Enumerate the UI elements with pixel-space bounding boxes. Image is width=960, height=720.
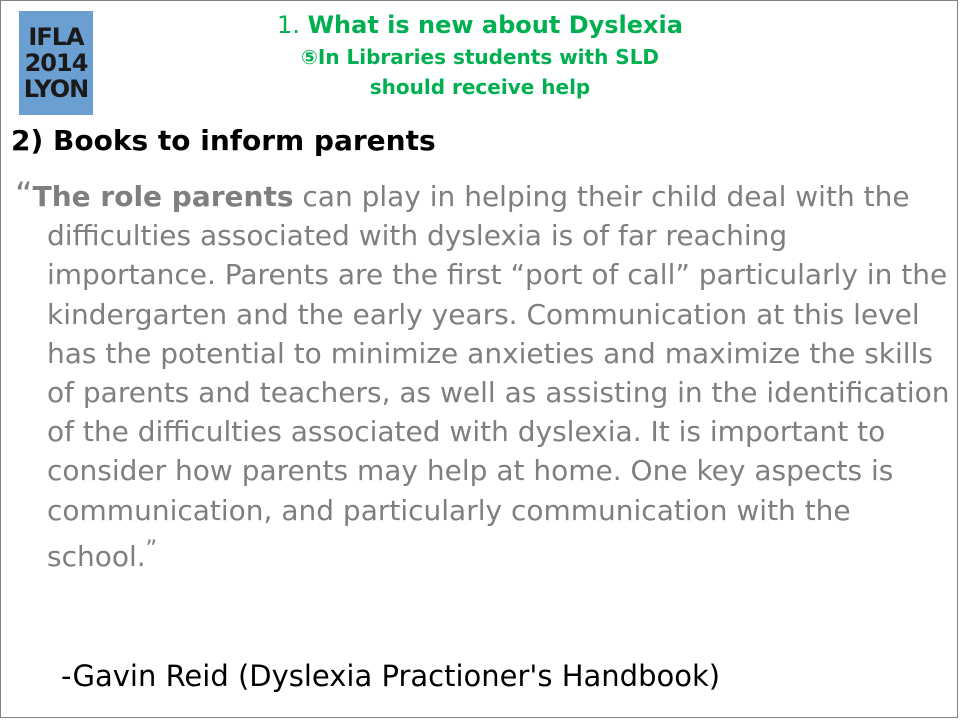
title-line-3: should receive help [369,75,591,99]
title-line-1 [180,8,780,42]
ifla-2014-lyon-logo [19,11,93,115]
logo-line-1: IFLA [28,23,84,51]
quote-body: can play in helping their child deal with the difficulties associated with dyslexia is of far reaching importance. Parents are the first “port of call” particularly in the kindergarten and the early years. Communication at this level has the potential to minimize anxieties and maximize the skills of parents and teachers, as well as assisting in the identification of the difficulties associated with dyslexia. It is important to consider how parents may help at home. One key aspects is communication, and particularly communication with the school. [47,180,950,573]
quote-block [15,176,950,576]
title-prefix: 1. [277,11,308,39]
title-main: What is new about Dyslexia [307,11,683,39]
title-line-2: ⑤In Libraries students with SLD [300,45,660,69]
quote-attribution: -Gavin Reid (Dyslexia Practioner's Handbook) [61,659,721,693]
close-quote-mark: ” [145,536,158,562]
logo-line-2: 2014 [24,49,88,77]
slide-title [180,8,780,102]
logo-line-3: LYON [23,75,89,103]
open-quote-mark: “ [15,175,33,215]
quote-lead: The role parents [32,180,294,213]
section-heading: 2) Books to inform parents [11,124,436,157]
